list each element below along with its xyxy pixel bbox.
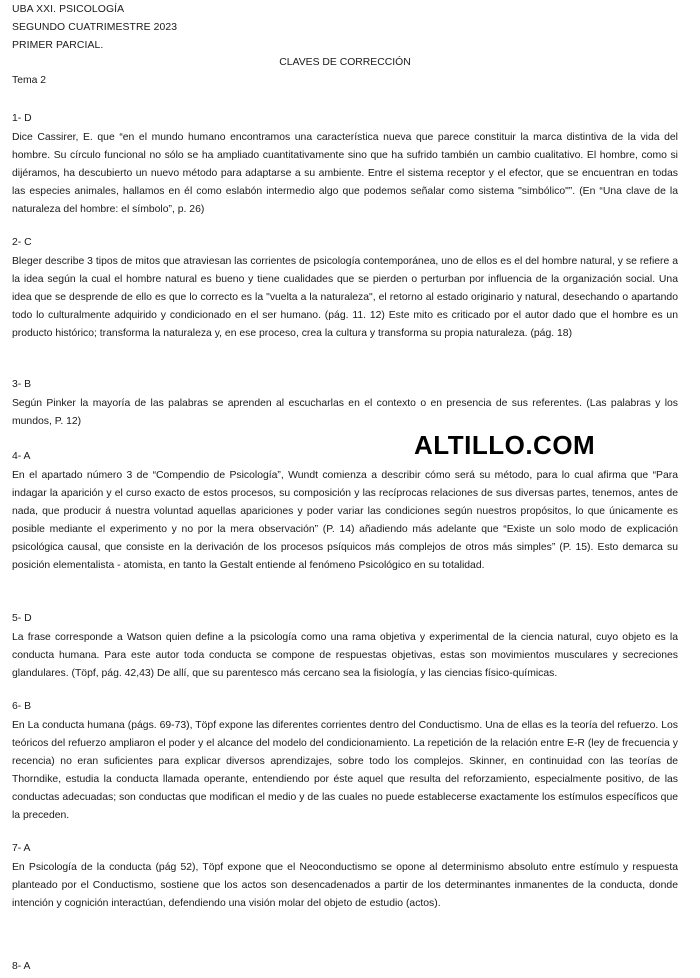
- answer-block-1: [12, 112, 678, 219]
- answer-block-8: [12, 960, 678, 974]
- answer-number: 3- B: [12, 379, 32, 390]
- answer-block-7: [12, 842, 678, 913]
- answer-block-5: [12, 612, 678, 683]
- answer-block-2: [12, 236, 678, 343]
- header-institution: UBA XXI. PSICOLOGÍA: [12, 4, 125, 15]
- answer-block-4: [12, 450, 678, 575]
- answer-number: 8- A: [12, 961, 31, 972]
- answer-block-3: [12, 378, 678, 431]
- header-term: SEGUNDO CUATRIMESTRE 2023: [12, 22, 178, 33]
- answer-text: En el apartado número 3 de “Compendio de Psicología”, Wundt comienza a describir cómo será su método, para lo cual afirma que “Para indagar la aparición y el curso exacto de estos procesos, su composición y las recíprocas relaciones de sus diversas partes, tenemos, antes de nada, que producir á nuestra voluntad aquellas apariciones y poder variar las condiciones según nuestros propósitos, lo que únicamente es posible mediante el experimento y no por la mera observación” (P. 14) añadiendo más adelante que “Existe un solo modo de explicación psicológica causal, que consiste en la derivación de los procesos psíquicos más complejos de otros más simples” (P. 15). Esto demarca su posición elementalista - atomista, en tanto la Gestalt entiende al fenómeno Psicológico en su totalidad.: [12, 470, 678, 571]
- answer-number: 2- C: [12, 237, 32, 248]
- header-exam: PRIMER PARCIAL.: [12, 40, 104, 51]
- tema-label: Tema 2: [12, 75, 47, 86]
- answer-number: 4- A: [12, 451, 31, 462]
- answer-number: 5- D: [12, 613, 32, 624]
- answer-text: En La conducta humana (págs. 69-73), Töpf expone las diferentes corrientes dentro del Conductismo. Una de ellas es la teoría del refuerzo. Los teóricos del refuerzo ampliaron el poder y el alcance del modelo del condicionamiento. La repetición de la relación entre E-R (ley de frecuencia y recencia) no eran suficientes para explicar diversos aprendizajes, sobre todo los complejos. Skinner, en continuidad con las teorías de Thorndike, estudia la conducta llamada operante, entendiendo por éste aquel que resulta del reforzamiento, especialmente positivo, de las conductas adecuadas; son conductas que modifican el medio y de las cuales no puede establecerse exactamente los estímulos específicos que la preceden.: [12, 720, 678, 821]
- answer-block-6: [12, 700, 678, 825]
- answer-text: Dice Cassirer, E. que “en el mundo humano encontramos una característica nueva que parece constituir la marca distintiva de la vida del hombre. Su círculo funcional no sólo se ha ampliado cuantitativamente sino que ha sufrido también un cambio cualitativo. El hombre, como si dijéramos, ha descubierto un nuevo método para adaptarse a su ambiente. Entre el sistema receptor y el efector, que se encuentran en todas las especies animales, hallamos en él como eslabón intermedio algo que podemos señalar como sistema "simbólico"”. (En “Una clave de la naturaleza del hombre: el símbolo”, p. 26): [12, 132, 678, 215]
- document-title: CLAVES DE CORRECCIÓN: [279, 57, 411, 68]
- answer-number: 1- D: [12, 113, 32, 124]
- watermark-logo: ALTILLO.COM: [414, 430, 596, 460]
- answer-text: Bleger describe 3 tipos de mitos que atraviesan las corrientes de psicología contemporánea, uno de ellos es el del hombre natural, y se refiere a la idea según la cual el hombre natural es bueno y tiene cualidades que se pierden o perturban por influencia de la organización social. Una idea que se desprende de ello es que lo correcto es la "vuelta a la naturaleza", el retorno al estado originario y natural, desechando o apartando todo lo culturalmente adquirido y condicionado en el ser humano. (pág. 11. 12) Este mito es criticado por el autor dado que el hombre es un producto histórico; transforma la naturaleza y, en ese proceso, crea la cultura y transforma su propia naturaleza. (pág. 18): [12, 256, 678, 339]
- answer-text: La frase corresponde a Watson quien define a la psicología como una rama objetiva y experimental de la ciencia natural, cuyo objeto es la conducta humana. Para este autor toda conducta se compone de respuestas objetivas, estas son movimientos musculares y secreciones glandulares. (Töpf, pág. 42,43) De allí, que su parentesco más cercano sea la fisiología, y las ciencias físico-químicas.: [12, 632, 678, 679]
- answer-number: 7- A: [12, 843, 31, 854]
- answer-number: 6- B: [12, 701, 32, 712]
- answer-text: Según Pinker la mayoría de las palabras se aprenden al escucharlas en el contexto o en presencia de sus referentes. (Las palabras y los mundos, P. 12): [12, 398, 678, 427]
- answer-text: En Psicología de la conducta (pág 52), Töpf expone que el Neoconductismo se opone al determinismo absoluto entre estímulo y respuesta planteado por el Conductismo, sostiene que los actos son desencadenados a partir de los determinantes inmanentes de la conducta, donde intención y cognición interactúan, defendiendo una visión molar del objeto de estudio (actos).: [12, 862, 678, 909]
